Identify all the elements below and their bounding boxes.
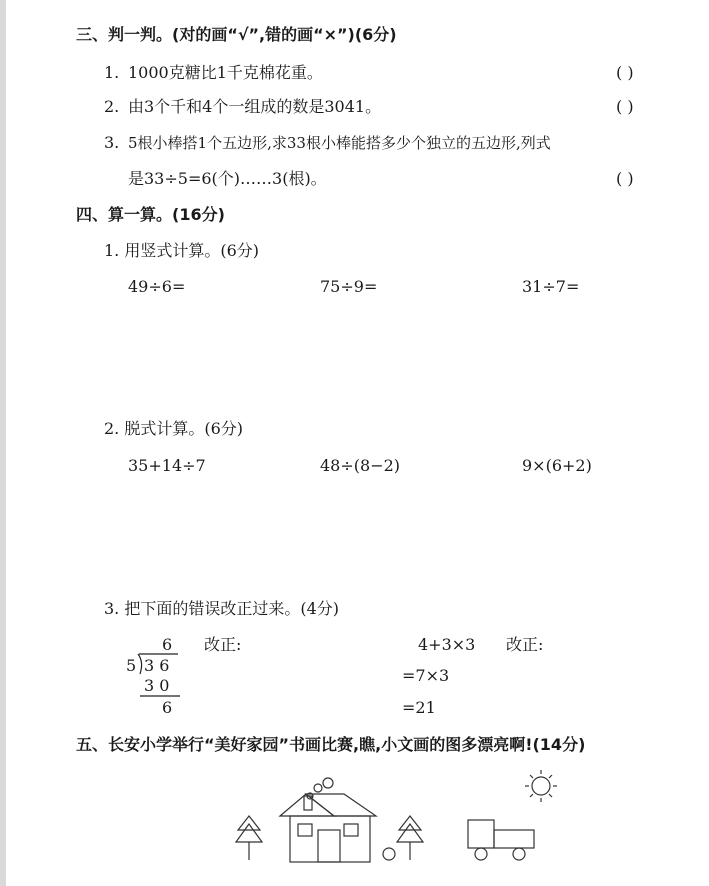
section3-item2-text: 由3个千和4个一组成的数是3041。: [128, 97, 382, 116]
q3-title: 3. 把下面的错误改正过来。(4分): [104, 599, 340, 618]
section3-item1-number: 1.: [104, 63, 120, 82]
answer-blank-3[interactable]: ( ): [616, 169, 634, 188]
answer-blank-2[interactable]: ( ): [616, 97, 634, 116]
q1-expr-1: 49÷6=: [128, 277, 186, 296]
q2-title: 2. 脱式计算。(6分): [104, 419, 244, 438]
calc-expression: 4+3×3: [418, 635, 476, 654]
division-quotient: 6: [162, 635, 173, 654]
division-divisor: 5: [126, 656, 137, 675]
division-bracket: [130, 640, 210, 720]
section5-heading: 五、长安小学举行“美好家园”书画比赛,瞧,小文画的图多漂亮啊!(14分): [76, 735, 586, 754]
q1-title: 1. 用竖式计算。(6分): [104, 241, 260, 260]
answer-blank-1[interactable]: ( ): [616, 63, 634, 82]
house-scene-drawing: [0, 766, 709, 886]
sun-icon: [525, 770, 557, 802]
tree-icon-left: [236, 816, 262, 860]
q2-expr-2: 48÷(8−2): [320, 456, 401, 475]
q2-expr-3: 9×(6+2): [522, 456, 592, 475]
calc-step-2: =21: [402, 698, 436, 717]
ball-icon: [383, 848, 395, 860]
q2-expr-1: 35+14÷7: [128, 456, 206, 475]
section3-item2-number: 2.: [104, 97, 120, 116]
section3-item1-text: 1000克糖比1千克棉花重。: [128, 63, 323, 82]
q1-expr-2: 75÷9=: [320, 277, 378, 296]
section3-item3-continuation: 是33÷5=6(个)……3(根)。: [128, 169, 327, 188]
truck-icon: [468, 820, 534, 860]
section4-heading: 四、算一算。(16分): [76, 205, 225, 224]
division-product: 3 0: [144, 676, 170, 695]
division-dividend: 3 6: [144, 656, 170, 675]
page-edge: [0, 0, 6, 886]
section3-item3-text: 5根小棒搭1个五边形,求33根小棒能搭多少个独立的五边形,列式: [128, 134, 551, 152]
q1-expr-3: 31÷7=: [522, 277, 580, 296]
division-remainder: 6: [162, 698, 173, 717]
tree-icon-right: [397, 816, 423, 860]
fix-label-1: 改正:: [204, 635, 242, 654]
section3-heading: 三、判一判。(对的画“√”,错的画“×”)(6分): [76, 25, 397, 44]
fix-label-2: 改正:: [506, 635, 544, 654]
section3-item3-number: 3.: [104, 133, 120, 152]
calc-step-1: =7×3: [402, 666, 450, 685]
house-icon: [280, 794, 376, 862]
